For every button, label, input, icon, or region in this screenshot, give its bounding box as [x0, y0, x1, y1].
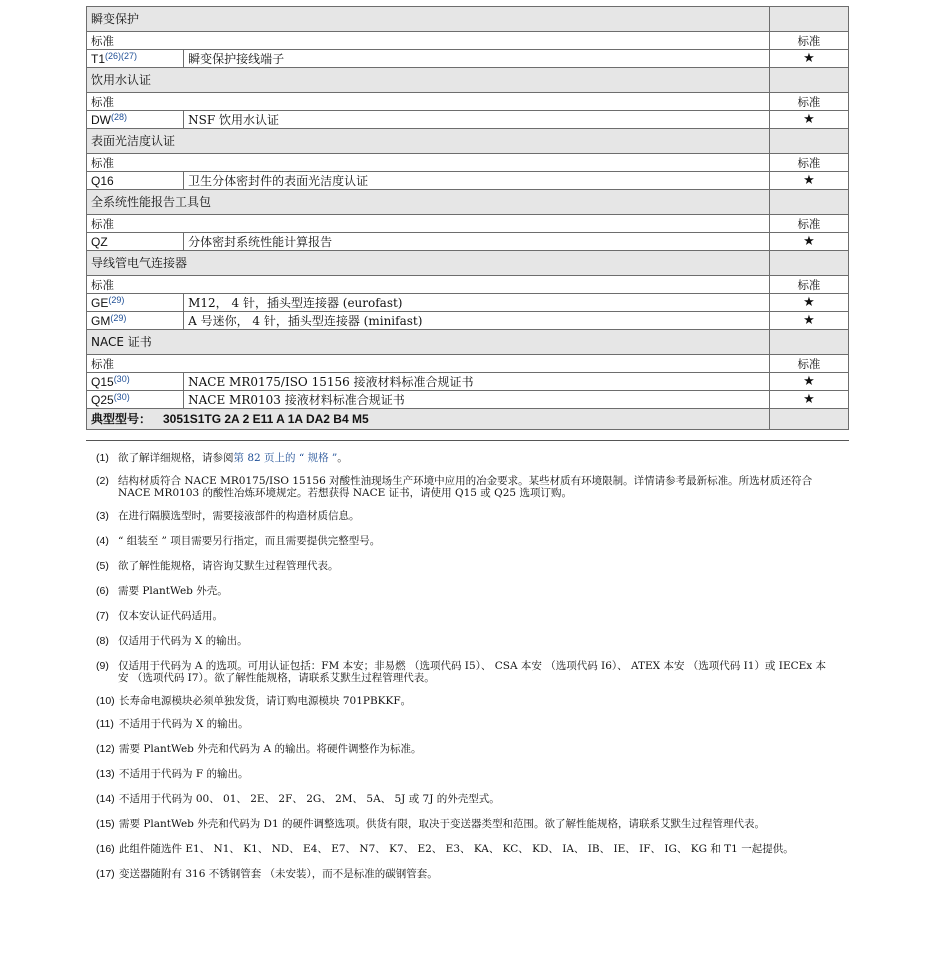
- footnote-number: (2): [96, 475, 109, 487]
- option-description: NSF 饮用水认证: [184, 111, 770, 129]
- footnote-item: [96, 475, 836, 499]
- option-spec-table: [86, 6, 849, 430]
- footnote-text-prefix: 欲了解详细规格，请参阅: [118, 452, 234, 464]
- footnote-text: 结构材质符合 NACE MR0175/ISO 15156 对酸性油现场生产环境中应用的冶金要求。某些材质有环境限制。详情请参考最新标准。所选材质还符合 NACE MR0103 的酸性冶炼环境规定。若想获得 NACE 证书，请使用 Q15 或 Q25 选项订购。: [118, 475, 813, 499]
- option-code: Q16: [91, 173, 114, 188]
- footnote-text: 此组件随选件 E1、 N1、 K1、 ND、 E4、 E7、 N7、 K7、 E2、 E3、 KA、 KC、 KD、 IA、 IB、 IE、 IF、 IG、 KG 和 T1 一起提供。: [119, 843, 794, 855]
- standard-mark-cell: [769, 391, 848, 409]
- footnote-number: (9): [96, 660, 109, 672]
- star-icon: ★: [803, 234, 815, 249]
- footnote-number: (13): [96, 768, 115, 780]
- standard-mark-cell: [769, 50, 848, 68]
- footnote-text: 不适用于代码为 00、 01、 2E、 2F、 2G、 2M、 5A、 5J 或 7J 的外壳型式。: [119, 793, 500, 805]
- section-title: 饮用水认证: [87, 68, 770, 93]
- option-code: Q25: [91, 392, 114, 407]
- option-row: [87, 50, 849, 68]
- section-title: 导线管电气连接器: [87, 251, 770, 276]
- footnote-item: [96, 610, 836, 622]
- footnote-text: 变送器随附有 316 不锈钢管套 （未安装），而不是标准的碳钢管套。: [119, 868, 438, 880]
- section-header-spacer: [769, 7, 848, 32]
- option-row: [87, 373, 849, 391]
- star-icon: ★: [803, 295, 815, 310]
- footnote-number: (6): [96, 585, 109, 597]
- section-header-spacer: [769, 68, 848, 93]
- standard-label: 标准: [87, 276, 770, 294]
- option-row: [87, 233, 849, 251]
- footnote-number: (4): [96, 535, 109, 547]
- footnote-item: [96, 510, 836, 522]
- standard-label: 标准: [87, 215, 770, 233]
- typical-model-label: 典型型号：: [91, 412, 152, 426]
- section-header-row: [87, 251, 849, 276]
- footnote-number: (14): [96, 793, 115, 805]
- section-header-row: [87, 7, 849, 32]
- section-header-spacer: [769, 129, 848, 154]
- option-row: [87, 294, 849, 312]
- option-code-cell: [87, 111, 184, 129]
- standard-column-label: 标准: [769, 93, 848, 111]
- option-code-cell: [87, 391, 184, 409]
- footnote-item: [96, 793, 836, 805]
- typical-model-value: 3051S1TG 2A 2 E11 A 1A DA2 B4 M5: [163, 412, 369, 426]
- standard-column-label: 标准: [769, 276, 848, 294]
- option-row: [87, 312, 849, 330]
- footnote-item: [96, 718, 836, 730]
- option-code-cell: [87, 50, 184, 68]
- option-code-cell: [87, 294, 184, 312]
- footnote-ref[interactable]: (26)(27): [105, 50, 138, 61]
- standard-label: 标准: [87, 93, 770, 111]
- footnote-number: (1): [96, 452, 109, 464]
- section-header-row: [87, 68, 849, 93]
- footnote-number: (8): [96, 635, 109, 647]
- option-code: DW: [91, 112, 111, 127]
- section-title: 瞬变保护: [87, 7, 770, 32]
- footnote-ref[interactable]: (29): [108, 294, 125, 305]
- footnote-item: [96, 585, 836, 597]
- star-icon: ★: [803, 51, 815, 66]
- star-icon: ★: [803, 392, 815, 407]
- spec-page-link[interactable]: 第 82 页上的 “ 规格 ”: [233, 452, 338, 464]
- footnote-text: 需要 PlantWeb 外壳。: [118, 585, 228, 597]
- standard-label: 标准: [87, 32, 770, 50]
- footnote-number: (5): [96, 560, 109, 572]
- standard-label-row: [87, 93, 849, 111]
- footnote-item: [96, 695, 836, 707]
- standard-mark-cell: [769, 294, 848, 312]
- footnotes: [96, 448, 836, 880]
- option-description: 分体密封系统性能计算报告: [184, 233, 770, 251]
- standard-mark-cell: [769, 312, 848, 330]
- option-code-cell: [87, 373, 184, 391]
- section-header-spacer: [769, 330, 848, 355]
- option-description: A 号迷你， 4 针，插头型连接器 (minifast): [184, 312, 770, 330]
- section-header-row: [87, 190, 849, 215]
- standard-column-label: 标准: [769, 32, 848, 50]
- standard-label-row: [87, 276, 849, 294]
- standard-label-row: [87, 355, 849, 373]
- section-title: 表面光洁度认证: [87, 129, 770, 154]
- footnote-number: (3): [96, 510, 109, 522]
- footnote-text: 不适用于代码为 X 的输出。: [119, 718, 249, 730]
- footnote-text: 仅适用于代码为 A 的选项。可用认证包括：FM 本安；非易燃 （选项代码 I5）、 CSA 本安 （选项代码 I6）、 ATEX 本安 （选项代码 I1）或 IECEx 本安 （选项代码 I7）。欲了解性能规格，请联系艾默生过程管理代表。: [118, 660, 827, 684]
- standard-column-label: 标准: [769, 154, 848, 172]
- section-header-spacer: [769, 251, 848, 276]
- footnote-text: 需要 PlantWeb 外壳和代码为 D1 的硬件调整选项。供货有限，取决于变送器类型和范围。欲了解性能规格，请联系艾默生过程管理代表。: [119, 818, 765, 830]
- standard-mark-cell: [769, 373, 848, 391]
- star-icon: ★: [803, 173, 815, 188]
- option-code: GM: [91, 313, 111, 328]
- footnote-item: [96, 868, 836, 880]
- typical-model-cell: [87, 409, 770, 430]
- footnote-item: [96, 535, 836, 547]
- standard-mark-cell: [769, 111, 848, 129]
- footnote-ref[interactable]: (30): [113, 391, 130, 402]
- notes-divider: [86, 440, 849, 441]
- standard-column-label: 标准: [769, 215, 848, 233]
- option-code: T1: [91, 51, 106, 66]
- option-code: Q15: [91, 374, 114, 389]
- standard-label: 标准: [87, 154, 770, 172]
- footnote-ref[interactable]: (29): [110, 312, 127, 323]
- star-icon: ★: [803, 313, 815, 328]
- option-code-cell: [87, 172, 184, 190]
- standard-label-row: [87, 215, 849, 233]
- typical-model-row: [87, 409, 849, 430]
- footnote-item: [96, 743, 836, 755]
- section-title: NACE 证书: [87, 330, 770, 355]
- option-row: [87, 391, 849, 409]
- option-row: [87, 111, 849, 129]
- footnote-text: 长寿命电源模块必须单独发货，请订购电源模块 701PBKKF。: [119, 695, 412, 707]
- star-icon: ★: [803, 374, 815, 389]
- footnote-text: “ 组装至 ” 项目需要另行指定，而且需要提供完整型号。: [118, 535, 381, 547]
- option-code-cell: [87, 233, 184, 251]
- typical-model-spacer: [769, 409, 848, 430]
- footnote-ref[interactable]: (30): [113, 373, 130, 384]
- option-code-cell: [87, 312, 184, 330]
- standard-column-label: 标准: [769, 355, 848, 373]
- footnote-number: (7): [96, 610, 109, 622]
- option-code: GE: [91, 295, 109, 310]
- footnote-item: [96, 452, 836, 464]
- footnote-number: (11): [96, 718, 114, 730]
- footnote-number: (17): [96, 868, 115, 880]
- footnote-item: [96, 660, 836, 684]
- standard-label-row: [87, 154, 849, 172]
- standard-mark-cell: [769, 233, 848, 251]
- footnote-ref[interactable]: (28): [111, 111, 128, 122]
- option-code: QZ: [91, 234, 108, 249]
- footnote-item: [96, 560, 836, 572]
- section-title: 全系统性能报告工具包: [87, 190, 770, 215]
- standard-label: 标准: [87, 355, 770, 373]
- footnote-text-suffix: 。: [337, 452, 348, 464]
- footnote-number: (10): [96, 695, 115, 707]
- footnote-number: (15): [96, 818, 115, 830]
- footnote-text: 仅适用于代码为 X 的输出。: [118, 635, 248, 647]
- standard-label-row: [87, 32, 849, 50]
- footnote-item: [96, 818, 836, 830]
- option-description: 卫生分体密封件的表面光洁度认证: [184, 172, 770, 190]
- option-row: [87, 172, 849, 190]
- footnote-text: 仅本安认证代码适用。: [118, 610, 223, 622]
- footnote-text: 欲了解性能规格，请咨询艾默生过程管理代表。: [118, 560, 339, 572]
- footnote-item: [96, 635, 836, 647]
- footnote-text: 需要 PlantWeb 外壳和代码为 A 的输出。将硬件调整作为标准。: [119, 743, 422, 755]
- section-header-row: [87, 330, 849, 355]
- standard-mark-cell: [769, 172, 848, 190]
- section-header-spacer: [769, 190, 848, 215]
- star-icon: ★: [803, 112, 815, 127]
- option-description: M12， 4 针，插头型连接器 (eurofast): [184, 294, 770, 312]
- option-description: 瞬变保护接线端子: [184, 50, 770, 68]
- footnote-item: [96, 768, 836, 780]
- footnote-item: [96, 843, 836, 855]
- footnote-text: 不适用于代码为 F 的输出。: [119, 768, 249, 780]
- footnote-number: (12): [96, 743, 115, 755]
- footnote-text: 在进行隔膜选型时，需要接液部件的构造材质信息。: [118, 510, 360, 522]
- option-description: NACE MR0175/ISO 15156 接液材料标准合规证书: [184, 373, 770, 391]
- option-description: NACE MR0103 接液材料标准合规证书: [184, 391, 770, 409]
- footnote-number: (16): [96, 843, 115, 855]
- section-header-row: [87, 129, 849, 154]
- footnote-text: [118, 452, 836, 464]
